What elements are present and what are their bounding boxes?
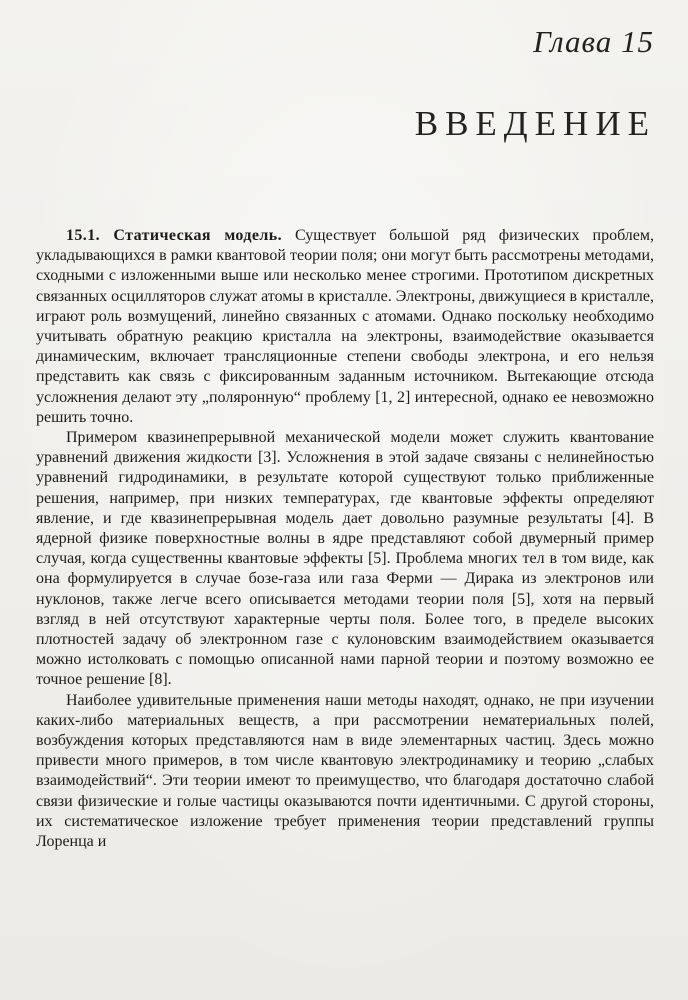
chapter-label: Глава 15 [533, 24, 654, 59]
paragraph-1-text: Существует большой ряд физических проблем, укладывающихся в рамки квантовой теории поля; они могут быть рассмотрены методами, сходными с изложенными выше или несколько менее строгими. Прототипом дискретных связанных осцилляторов служат атомы в кристалле. Электроны, движущиеся в кристалле, играют роль возмущений, линейно связанных с атомами. Однако поскольку необходимо учитывать обратную реакцию кристалла на электроны, взаимодействие оказывается динамическим, включает трансляционные степени свободы электрона, и его нельзя представить как связь с фиксированным заданным источником. Вытекающие отсюда усложнения делают эту „поляронную“ проблему [1, 2] интересной, однако ее невозможно решить точно. [36, 227, 655, 426]
paragraph-3: Наиболее удивительные применения наши методы находят, однако, не при изучении каких-либо материальных веществ, а при рассмотрении нематериальных полей, возбуждения которых представляются нам в виде элементарных частиц. Здесь можно привести много примеров, в том числе квантовую электродинамику и теорию „слабых взаимодействий“. Эти теории имеют то преимущество, что благодаря достаточно слабой связи физические и голые частицы оказываются почти идентичными. С другой стороны, их систематическое изложение требует применения теории представлений группы Лоренца и [36, 691, 654, 851]
paragraph-1 [36, 226, 654, 428]
paragraph-2: Примером квазинепрерывной механической модели может служить квантование уравнений движения жидкости [3]. Усложнения в этой задаче связаны с нелинейностью уравнений гидродинамики, в результате которой существуют только приближенные решения, например, при низких температурах, где квантовые эффекты определяют явление, и где квазинепрерывная модель дает довольно разумные результаты [4]. В ядерной физике поверхностные волны в ядре представляют собой двумерный пример случая, когда существенны квантовые эффекты [5]. Проблема многих тел в том виде, как она формулируется в случае бозе-газа или газа Ферми — Дирака из электронов или нуклонов, также легче всего описывается методами теории поля [5], хотя на первый взгляд в ней отсутствуют характерные черты поля. Более того, в пределе высоких плотностей задачу об электронном газе с кулоновским взаимодействием оказывается можно истолковать с помощью описанной нами парной теории и поэтому возможно ее точное решение [8]. [36, 429, 654, 689]
page-title: ВВЕДЕНИЕ [414, 104, 656, 143]
body-text [36, 226, 654, 852]
section-heading: 15.1. Статическая модель. [66, 227, 282, 244]
